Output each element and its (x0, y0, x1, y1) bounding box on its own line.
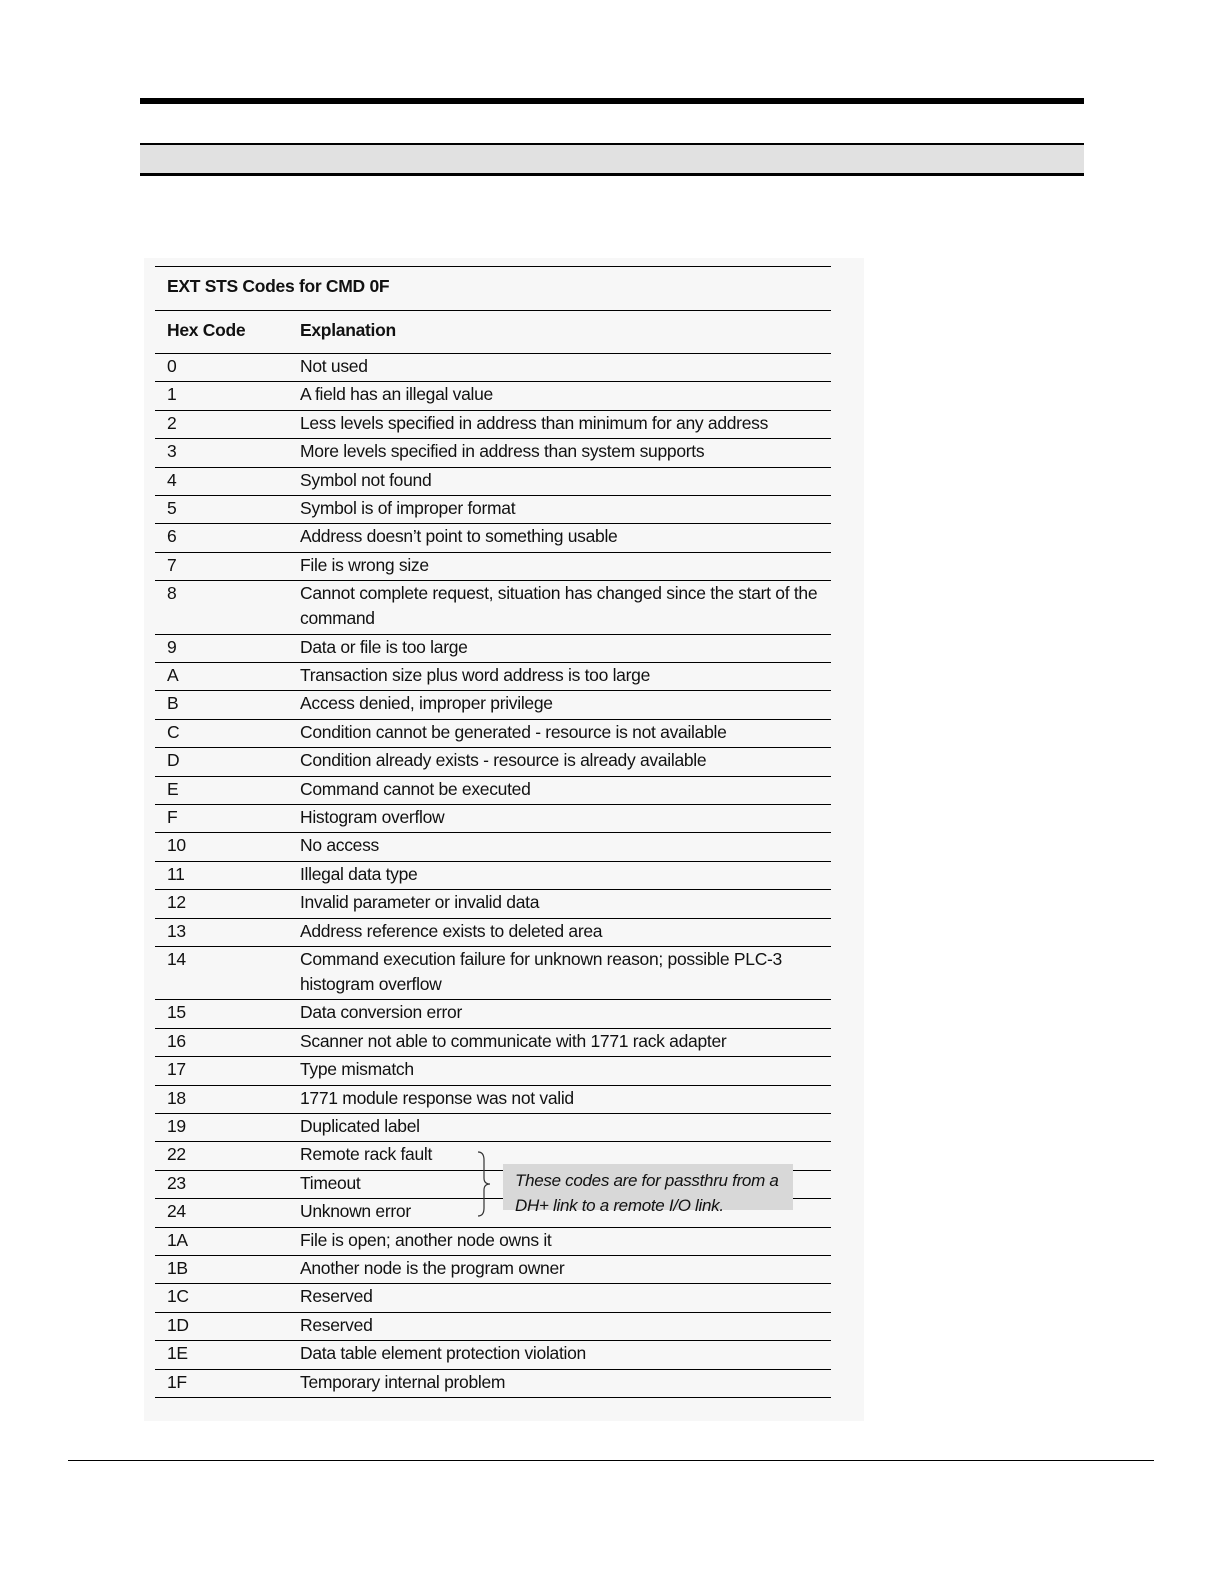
row-divider (155, 804, 831, 805)
row-divider (155, 1283, 831, 1284)
hex-code-cell: 9 (167, 636, 177, 657)
explanation-cell: Data conversion error (300, 1002, 462, 1023)
hex-code-cell: 14 (167, 949, 186, 969)
callout-line: DH+ link to a remote I/O link. (515, 1196, 724, 1215)
row-divider (155, 381, 831, 382)
hex-code-cell: B (167, 693, 179, 714)
header-rule (140, 98, 1084, 104)
hex-code-cell: D (167, 750, 180, 771)
row-divider (155, 1113, 831, 1114)
explanation-cell: Cannot complete request, situation has changed since the start of the (300, 583, 818, 604)
explanation-cell: Reserved (300, 1286, 373, 1307)
hex-code-cell: 18 (167, 1087, 186, 1108)
explanation-cell: Timeout (300, 1172, 361, 1193)
explanation-cell: Scanner not able to communicate with 1771 rack adapter (300, 1030, 727, 1051)
hex-code-cell: 16 (167, 1030, 186, 1051)
hex-code-cell: C (167, 721, 180, 742)
explanation-cell: Transaction size plus word address is too large (300, 665, 651, 685)
hex-code-cell: 15 (167, 1002, 186, 1023)
row-divider (155, 1056, 831, 1057)
hex-code-cell: 4 (167, 469, 177, 490)
explanation-cell: Histogram overflow (300, 807, 445, 827)
hex-code-cell: 13 (167, 920, 186, 941)
explanation-cell: Symbol not found (300, 469, 432, 490)
hex-code-cell: 5 (167, 498, 177, 518)
hex-code-cell: 6 (167, 526, 177, 547)
table-top-rule (155, 266, 831, 267)
hex-code-cell: A (167, 665, 179, 685)
hex-code-cell: E (167, 778, 179, 799)
column-header-explanation: Explanation (300, 320, 396, 340)
title-divider (155, 310, 831, 311)
explanation-cell: Condition already exists - resource is already available (300, 750, 707, 771)
explanation-cell: Illegal data type (300, 863, 418, 884)
row-divider (155, 467, 831, 468)
hex-code-cell: 11 (167, 863, 185, 884)
row-divider (155, 999, 831, 1000)
explanation-cell: No access (300, 835, 379, 856)
explanation-cell: command (300, 608, 375, 629)
hex-code-cell: 17 (167, 1059, 186, 1080)
explanation-cell: histogram overflow (300, 974, 442, 994)
explanation-cell: More levels specified in address than system supports (300, 441, 705, 462)
hex-code-cell: 1C (167, 1286, 189, 1307)
explanation-cell: Remote rack fault (300, 1144, 433, 1165)
explanation-cell: 1771 module response was not valid (300, 1087, 574, 1108)
explanation-cell: Not used (300, 356, 368, 376)
hex-code-cell: 1A (167, 1229, 188, 1250)
hex-code-cell: 1F (167, 1371, 187, 1392)
explanation-cell: File is wrong size (300, 554, 429, 575)
row-divider (155, 634, 831, 635)
hex-code-cell: 0 (167, 356, 177, 376)
explanation-cell: Temporary internal problem (300, 1371, 506, 1392)
hex-code-cell: 2 (167, 412, 177, 433)
passthru-callout (503, 1164, 793, 1215)
explanation-cell: Symbol is of improper format (300, 498, 516, 518)
explanation-cell: Less levels specified in address than minimum for any address (300, 412, 769, 433)
hex-code-cell: 1 (167, 384, 177, 405)
hex-code-cell: 7 (167, 554, 177, 575)
row-divider (155, 832, 831, 833)
header-band (140, 143, 1084, 176)
explanation-cell: Type mismatch (300, 1059, 414, 1080)
hex-code-cell: F (167, 807, 178, 827)
row-divider (155, 1397, 831, 1398)
explanation-cell: Invalid parameter or invalid data (300, 892, 540, 913)
callout-line: These codes are for passthru from a (515, 1171, 779, 1190)
column-header-hex-code: Hex Code (167, 320, 246, 340)
hex-code-cell: 1D (167, 1314, 189, 1335)
hex-code-cell: 12 (167, 892, 186, 913)
explanation-cell: Command execution failure for unknown reason; possible PLC-3 (300, 949, 782, 969)
row-divider (155, 861, 831, 862)
explanation-cell: File is open; another node owns it (300, 1229, 552, 1250)
explanation-cell: Condition cannot be generated - resource is not available (300, 721, 727, 742)
hex-code-cell: 19 (167, 1116, 186, 1136)
explanation-cell: Address doesn’t point to something usable (300, 526, 618, 547)
hex-code-cell: 3 (167, 441, 177, 462)
row-divider (155, 552, 831, 553)
table-title: EXT STS Codes for CMD 0F (167, 276, 390, 296)
hex-code-cell: 10 (167, 835, 186, 856)
hex-code-cell: 24 (167, 1201, 186, 1222)
hex-code-cell: 1E (167, 1343, 188, 1364)
explanation-cell: Reserved (300, 1314, 373, 1335)
header-divider (155, 353, 831, 354)
footer-rule (68, 1460, 1154, 1461)
explanation-cell: Unknown error (300, 1201, 411, 1222)
explanation-cell: Address reference exists to deleted area (300, 920, 603, 941)
brace-icon (476, 1150, 498, 1218)
row-divider (155, 1141, 831, 1142)
explanation-cell: Data table element protection violation (300, 1343, 586, 1364)
explanation-cell: Another node is the program owner (300, 1258, 565, 1278)
row-divider (155, 1312, 831, 1313)
explanation-cell: A field has an illegal value (300, 384, 493, 405)
hex-code-cell: 8 (167, 583, 177, 604)
hex-code-cell: 23 (167, 1172, 186, 1193)
explanation-cell: Access denied, improper privilege (300, 693, 553, 714)
hex-code-cell: 22 (167, 1144, 186, 1165)
explanation-cell: Command cannot be executed (300, 778, 531, 799)
hex-code-cell: 1B (167, 1258, 188, 1278)
explanation-cell: Duplicated label (300, 1116, 420, 1136)
explanation-cell: Data or file is too large (300, 636, 468, 657)
